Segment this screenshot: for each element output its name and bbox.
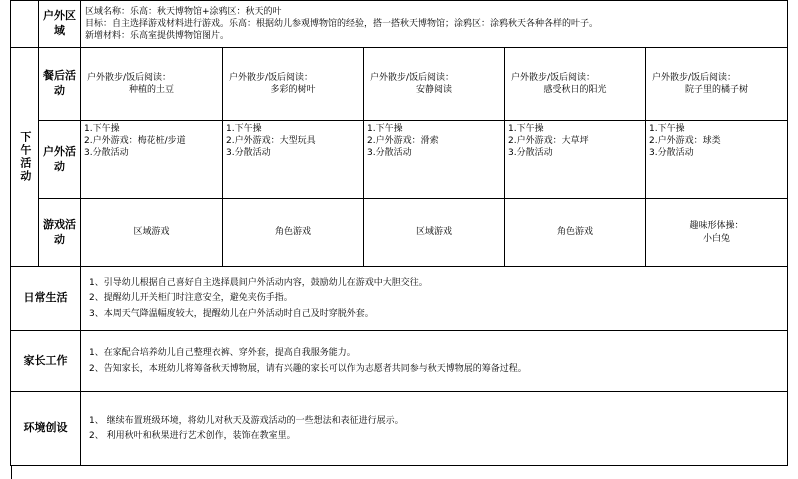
afternoon-heading: 下午活动 <box>18 131 32 183</box>
environment-heading: 环境创设 <box>11 392 81 466</box>
outdoor-activity-label: 户外活动 <box>39 121 81 199</box>
note-line: 2、提醒幼儿开关柜门时注意安全，避免夹伤手指。 <box>89 293 293 304</box>
outdoor-activity-row <box>11 121 788 199</box>
outdoor-area-row <box>11 1 788 48</box>
reading-cell <box>646 48 788 121</box>
activity-line: 3.分散活动 <box>226 148 271 159</box>
activity-line: 2.户外游戏：梅花桩/步道 <box>84 136 186 147</box>
outdoor-area-line: 新增材料：乐高室提供博物馆图片。 <box>85 31 230 42</box>
blank-cell <box>11 1 39 48</box>
outdoor-area-heading: 户外区域 <box>39 1 81 48</box>
outdoor-activity-cell <box>505 121 646 199</box>
reading-name: 感受秋日的阳光 <box>543 85 607 95</box>
daily-life-row <box>11 267 788 331</box>
game-cell: 区域游戏 <box>364 199 505 267</box>
daily-life-content <box>81 267 788 331</box>
reading-title: 户外散步/饭后阅读： <box>370 72 455 83</box>
activity-line: 2.户外游戏：球类 <box>649 136 721 147</box>
activity-line: 3.分散活动 <box>508 148 553 159</box>
activity-line: 1.下午操 <box>84 124 120 134</box>
game-row <box>11 199 788 267</box>
reading-cell <box>364 48 505 121</box>
outdoor-area-line: 区域名称：乐高：秋天博物馆+涂鸦区：秋天的叶 <box>85 6 282 17</box>
activity-line: 2.户外游戏：大草坪 <box>508 136 589 147</box>
reading-title: 户外散步/饭后阅读： <box>511 72 596 83</box>
activity-line: 1.下午操 <box>226 124 262 134</box>
parents-content <box>81 331 788 392</box>
activity-line: 3.分散活动 <box>367 148 412 159</box>
note-line: 1、引导幼儿根据自己喜好自主选择晨间户外活动内容，鼓励幼儿在游戏中大胆交往。 <box>89 278 428 289</box>
activity-line: 2.户外游戏：滑索 <box>367 136 439 147</box>
outdoor-activity-cell <box>646 121 788 199</box>
parents-row <box>11 331 788 392</box>
activity-line: 3.分散活动 <box>649 148 694 159</box>
reading-title: 户外散步/饭后阅读： <box>229 72 314 83</box>
reading-cell <box>223 48 364 121</box>
reading-name: 院子里的橘子树 <box>685 85 749 95</box>
reading-title: 户外散步/饭后阅读： <box>87 72 172 83</box>
afternoon-heading-cell <box>11 48 39 267</box>
activity-line: 3.分散活动 <box>84 148 129 159</box>
environment-row <box>11 392 788 466</box>
reading-name: 种植的土豆 <box>128 85 174 95</box>
reading-cell <box>505 48 646 121</box>
note-line: 3、本周天气降温幅度较大，提醒幼儿在户外活动时自己及时穿脱外套。 <box>89 308 374 319</box>
reading-title: 户外散步/饭后阅读： <box>652 72 737 83</box>
weekly-plan-table <box>10 0 788 466</box>
reading-name: 安静阅读 <box>415 85 452 95</box>
outdoor-area-content <box>81 1 788 48</box>
environment-content <box>81 392 788 466</box>
game-label: 游戏活动 <box>39 199 81 267</box>
game-cell: 角色游戏 <box>505 199 646 267</box>
game-cell: 趣味形体操： 小白兔 <box>646 199 788 267</box>
game-cell: 区域游戏 <box>81 199 223 267</box>
parents-heading: 家长工作 <box>11 331 81 392</box>
reading-name: 多彩的树叶 <box>270 85 316 95</box>
reading-row <box>11 48 788 121</box>
activity-line: 1.下午操 <box>367 124 403 134</box>
activity-line: 1.下午操 <box>649 124 685 134</box>
note-line: 1、 继续布置班级环境，将幼儿对秋天及游戏活动的一些想法和表征进行展示。 <box>89 415 404 426</box>
note-line: 2、告知家长，本班幼儿将筹备秋天博物展，请有兴趣的家长可以作为志愿者共同参与秋天博物展的筹备过程。 <box>89 363 527 374</box>
outdoor-area-line: 目标：自主选择游戏材料进行游戏。乐高：根据幼儿参观博物馆的经验，搭一搭秋天博物馆；涂鸦区：涂鸦秋天各种各样的叶子。 <box>85 18 599 29</box>
outdoor-activity-cell <box>223 121 364 199</box>
activity-line: 2.户外游戏：大型玩具 <box>226 136 316 147</box>
outdoor-activity-cell <box>364 121 505 199</box>
reading-label: 餐后活动 <box>39 48 81 121</box>
note-line: 1、在家配合培养幼儿自己整理衣裤、穿外套，提高自我服务能力。 <box>89 348 356 359</box>
game-cell: 角色游戏 <box>223 199 364 267</box>
note-line: 2、 利用秋叶和秋果进行艺术创作，装饰在教室里。 <box>89 431 296 441</box>
outdoor-activity-cell <box>81 121 223 199</box>
daily-life-heading: 日常生活 <box>11 267 81 331</box>
table-continuation-line <box>11 465 12 479</box>
reading-cell <box>81 48 223 121</box>
activity-line: 1.下午操 <box>508 124 544 134</box>
